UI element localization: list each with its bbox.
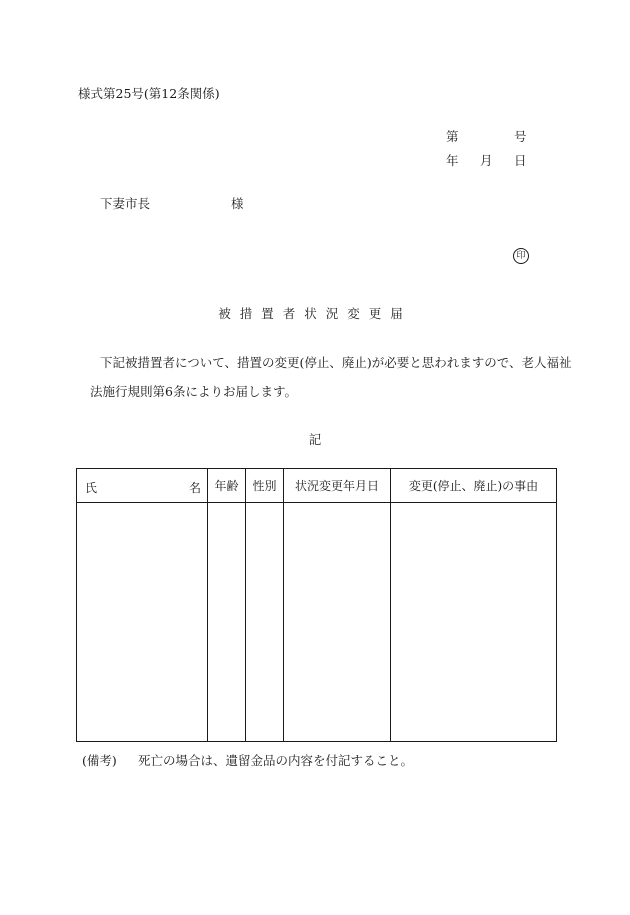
form-number: 様式第25号(第12条関係) — [78, 86, 220, 101]
seal-mark: 印 — [513, 248, 529, 264]
date-year-label: 年 — [446, 153, 459, 168]
age-entry-cell[interactable] — [208, 503, 246, 742]
addressee-name: 下妻市長 — [100, 196, 151, 211]
document-number-label: 第 — [446, 129, 459, 144]
header-age: 年齢 — [208, 469, 246, 503]
ki-heading: 記 — [308, 432, 322, 447]
table-header-row — [77, 469, 557, 503]
name-entry-cell[interactable] — [77, 503, 208, 742]
records-table — [76, 468, 557, 742]
header-change-date: 状況変更年月日 — [284, 469, 391, 503]
header-sex: 性別 — [246, 469, 284, 503]
date-month-label: 月 — [480, 153, 493, 168]
change-date-entry-cell[interactable] — [284, 503, 391, 742]
body-text-line-2: 法施行規則第6条によりお届します。 — [90, 384, 297, 399]
header-name — [77, 469, 208, 503]
remarks-label: (備考) — [82, 753, 117, 768]
addressee-honorific: 様 — [231, 196, 244, 211]
date-day-label: 日 — [514, 153, 527, 168]
document-title: 被措置者状況変更届 — [218, 306, 412, 321]
header-name-part-2: 名 — [188, 481, 201, 495]
table-row — [77, 503, 557, 742]
document-number-suffix: 号 — [514, 129, 527, 144]
body-text-line-1: 下記被措置者について、措置の変更(停止、廃止)が必要と思われますので、老人福祉 — [100, 355, 572, 370]
sex-entry-cell[interactable] — [246, 503, 284, 742]
reason-entry-cell[interactable] — [391, 503, 557, 742]
header-reason: 変更(停止、廃止)の事由 — [391, 469, 557, 503]
header-name-part-1: 氏 — [85, 481, 98, 495]
remarks-text: 死亡の場合は、遺留金品の内容を付記すること。 — [138, 753, 414, 768]
